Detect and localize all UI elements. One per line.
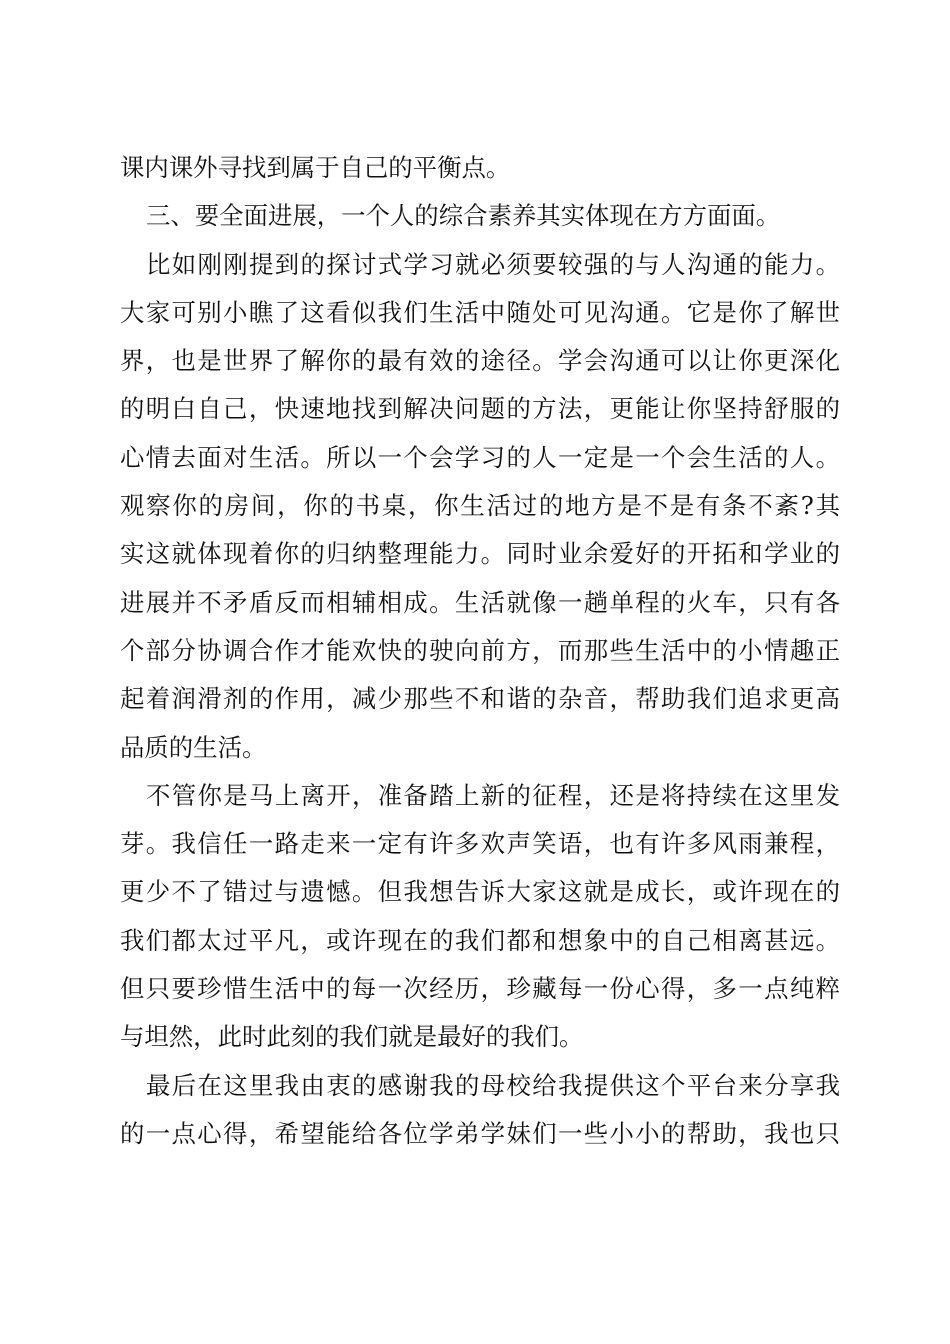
text-line: 起着润滑剂的作用，减少那些不和谐的杂音，帮助我们追求更高 [120, 684, 840, 714]
text-line: 的一点心得，希望能给各位学弟学妹们一些小小的帮助，我也只 [120, 1118, 840, 1148]
text-line: 个部分协调合作才能欢快的驶向前方，而那些生活中的小情趣正 [120, 635, 840, 665]
text-line: 我们都太过平凡，或许现在的我们都和想象中的自己相离甚远。 [120, 925, 840, 955]
document-body [120, 144, 840, 1158]
text-line: 课内课外寻找到属于自己的平衡点。 [120, 153, 511, 182]
text-line: 比如刚刚提到的探讨式学习就必须要较强的与人沟通的能力。 [146, 249, 840, 279]
text-line: 芽。我信任一路走来一定有许多欢声笑语，也有许多风雨兼程， [120, 829, 840, 859]
text-line: 但只要珍惜生活中的每一次经历，珍藏每一份心得，多一点纯粹 [120, 974, 840, 1004]
text-line: 进展并不矛盾反而相辅相成。生活就像一趟单程的火车，只有各 [120, 587, 840, 617]
text-line: 最后在这里我由衷的感谢我的母校给我提供这个平台来分享我 [146, 1070, 840, 1100]
text-line: 的明白自己，快速地找到解决问题的方法，更能让你坚持舒服的 [120, 394, 840, 424]
text-line: 观察你的房间，你的书桌，你生活过的地方是不是有条不紊?其 [120, 491, 840, 521]
text-line: 更少不了错过与遗憾。但我想告诉大家这就是成长，或许现在的 [120, 877, 840, 907]
text-line: 品质的生活。 [120, 732, 267, 762]
text-line: 与坦然，此时此刻的我们就是最好的我们。 [120, 1022, 584, 1052]
text-line: 大家可别小瞧了这看似我们生活中随处可见沟通。它是你了解世 [120, 297, 840, 327]
text-line: 不管你是马上离开，准备踏上新的征程，还是将持续在这里发 [146, 780, 840, 810]
section-heading: 三、要全面进展，一个人的综合素养其实体现在方方面面。 [146, 201, 781, 231]
text-line: 实这就体现着你的归纳整理能力。同时业余爱好的开拓和学业的 [120, 539, 840, 569]
text-line: 心情去面对生活。所以一个会学习的人一定是一个会生活的人。 [120, 442, 840, 472]
text-line: 界，也是世界了解你的最有效的途径。学会沟通可以让你更深化 [120, 346, 840, 376]
